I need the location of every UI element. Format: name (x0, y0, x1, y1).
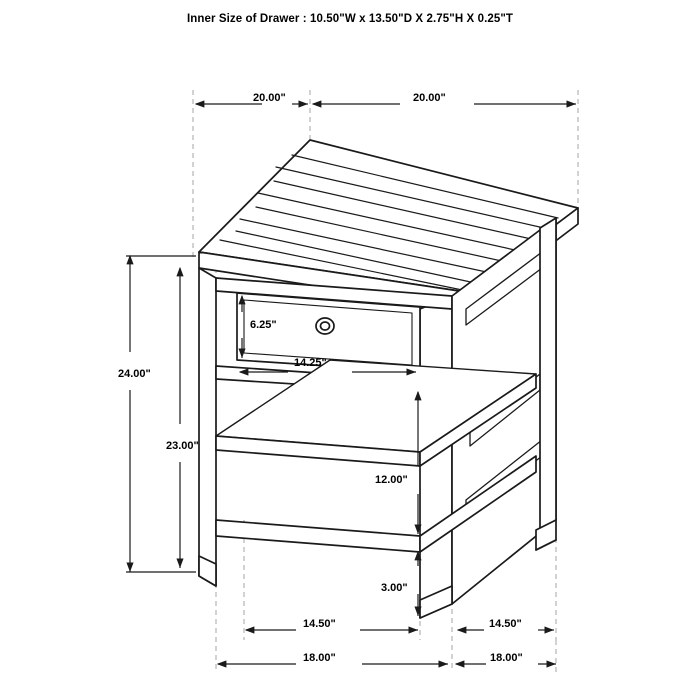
dim-drawer-width: 14.25" (294, 357, 327, 369)
dim-height-overall: 24.00" (118, 368, 151, 380)
dim-leg-clearance: 3.00" (381, 582, 408, 594)
dim-bottom-front-left: 14.50" (303, 618, 336, 630)
dim-drawer-height: 6.25" (250, 319, 277, 331)
page-title: Inner Size of Drawer : 10.50"W x 13.50"D X 2.75"H X 0.25"T (186, 13, 514, 25)
dim-bottom-front-right: 14.50" (489, 618, 522, 630)
table-drawing (199, 140, 578, 618)
dim-bottom-outer-right: 18.00" (490, 652, 523, 664)
dim-shelf-clearance: 12.00" (375, 474, 408, 486)
drawer-knob (316, 318, 334, 334)
dim-top-left: 20.00" (253, 92, 286, 104)
dim-top-right: 20.00" (413, 92, 446, 104)
dim-height-body: 23.00" (166, 440, 199, 452)
dim-bottom-outer-left: 18.00" (303, 652, 336, 664)
